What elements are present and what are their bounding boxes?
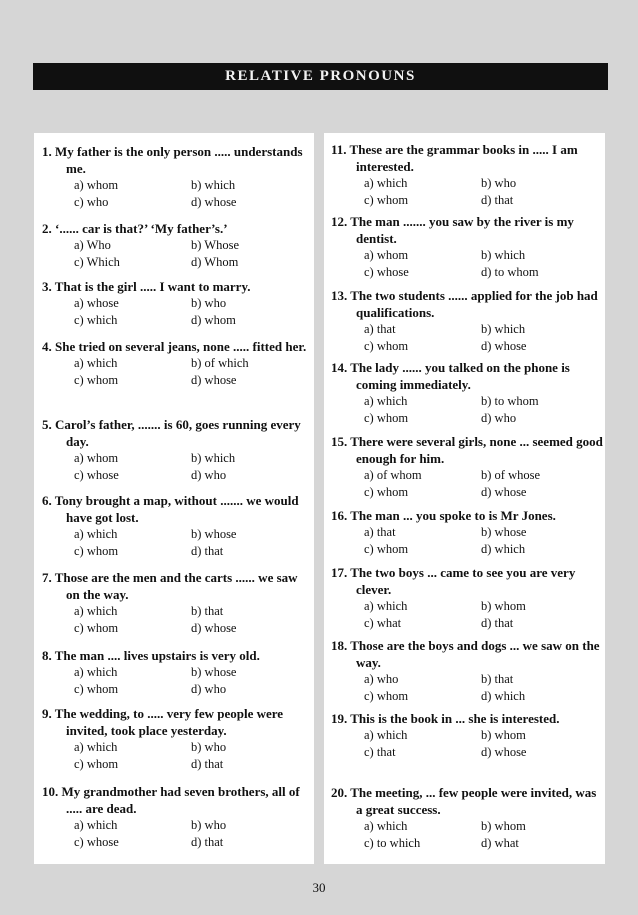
question-stem: 13. The two students ...... applied for the job had qualifications.: [331, 288, 598, 320]
answer-option: c) whom: [74, 373, 119, 387]
question-stem: 11. These are the grammar books in ..... I am interested.: [331, 142, 578, 174]
question-item: [34, 143, 314, 211]
question-item: [34, 783, 314, 851]
answer-option: c) who: [74, 195, 109, 209]
answer-option: b) of whose: [481, 468, 541, 482]
answer-options: [34, 237, 314, 271]
answer-option: b) which: [191, 178, 236, 192]
answer-option: d) that: [191, 757, 224, 771]
answer-option: c) Which: [74, 255, 120, 269]
answer-option: a) which: [74, 740, 118, 754]
answer-option: a) that: [364, 322, 396, 336]
answer-option: d) which: [481, 689, 526, 703]
answer-options: [324, 393, 605, 427]
answer-option: b) who: [191, 740, 227, 754]
answer-option: d) whom: [191, 313, 236, 327]
answer-options: [34, 664, 314, 698]
answer-option: b) who: [191, 818, 227, 832]
answer-options: [324, 467, 605, 501]
question-item: [34, 705, 314, 773]
answer-option: a) whom: [74, 451, 119, 465]
answer-option: d) whose: [191, 621, 237, 635]
question-stem: 4. She tried on several jeans, none ..... fitted her.: [42, 339, 307, 354]
question-item: [324, 213, 605, 281]
answer-options: [324, 321, 605, 355]
answer-option: b) whose: [191, 527, 237, 541]
answer-option: b) who: [481, 176, 517, 190]
answer-option: d) that: [191, 835, 224, 849]
answer-option: b) whose: [481, 525, 527, 539]
answer-option: d) whose: [481, 745, 527, 759]
question-stem: 10. My grandmother had seven brothers, all of ..... are dead.: [42, 784, 300, 816]
answer-option: c) what: [364, 616, 402, 630]
question-item: [324, 710, 605, 761]
answer-option: d) whose: [191, 373, 237, 387]
question-stem: 17. The two boys ... came to see you are very clever.: [331, 565, 576, 597]
answer-options: [324, 727, 605, 761]
answer-option: b) which: [191, 451, 236, 465]
answer-options: [34, 603, 314, 637]
answer-option: c) whom: [364, 689, 409, 703]
question-item: [324, 637, 605, 705]
answer-options: [34, 355, 314, 389]
answer-option: c) whom: [74, 621, 119, 635]
answer-option: a) which: [74, 604, 118, 618]
answer-option: a) of whom: [364, 468, 422, 482]
answer-option: d) whose: [481, 485, 527, 499]
answer-option: d) who: [481, 411, 517, 425]
question-stem: 2. ‘...... car is that?’ ‘My father’s.’: [42, 221, 228, 236]
answer-option: d) what: [481, 836, 519, 850]
answer-option: b) Whose: [191, 238, 240, 252]
question-item: [324, 564, 605, 632]
answer-option: c) whom: [74, 682, 119, 696]
answer-option: c) which: [74, 313, 118, 327]
answer-option: a) which: [364, 599, 408, 613]
answer-option: c) whom: [364, 542, 409, 556]
answer-option: a) that: [364, 525, 396, 539]
answer-options: [324, 818, 605, 852]
answer-option: c) whom: [364, 193, 409, 207]
answer-option: d) Whom: [191, 255, 239, 269]
answer-option: d) who: [191, 468, 227, 482]
answer-options: [324, 671, 605, 705]
answer-option: d) that: [481, 616, 514, 630]
answer-option: d) that: [191, 544, 224, 558]
answer-option: b) of which: [191, 356, 249, 370]
answer-option: b) to whom: [481, 394, 539, 408]
question-item: [34, 569, 314, 637]
question-stem: 12. The man ....... you saw by the river is my dentist.: [331, 214, 574, 246]
answer-options: [324, 524, 605, 558]
answer-option: c) whom: [74, 757, 119, 771]
answer-option: b) which: [481, 322, 526, 336]
question-stem: 18. Those are the boys and dogs ... we saw on the way.: [331, 638, 600, 670]
answer-option: b) that: [481, 672, 514, 686]
question-stem: 6. Tony brought a map, without ....... we would have got lost.: [42, 493, 299, 525]
question-item: [34, 278, 314, 329]
answer-option: b) who: [191, 296, 227, 310]
question-stem: 7. Those are the men and the carts ...... we saw on the way.: [42, 570, 298, 602]
answer-options: [324, 247, 605, 281]
question-item: [324, 141, 605, 209]
question-stem: 3. That is the girl ..... I want to marry.: [42, 279, 251, 294]
question-stem: 1. My father is the only person ..... understands me.: [42, 144, 303, 176]
answer-option: a) whose: [74, 296, 119, 310]
answer-option: a) which: [74, 665, 118, 679]
answer-option: a) who: [364, 672, 399, 686]
answer-option: d) whose: [191, 195, 237, 209]
answer-options: [34, 177, 314, 211]
question-item: [324, 433, 605, 501]
question-stem: 19. This is the book in ... she is interested.: [331, 711, 560, 726]
page-number: 30: [312, 880, 326, 895]
answer-option: c) that: [364, 745, 396, 759]
question-item: [324, 287, 605, 355]
answer-option: b) which: [481, 248, 526, 262]
answer-options: [34, 295, 314, 329]
question-stem: 20. The meeting, ... few people were invited, was a great success.: [331, 785, 597, 817]
answer-option: a) which: [364, 728, 408, 742]
answer-options: [34, 817, 314, 851]
answer-option: c) whose: [74, 468, 119, 482]
answer-option: c) whom: [364, 485, 409, 499]
answer-option: a) which: [364, 176, 408, 190]
answer-option: b) that: [191, 604, 224, 618]
question-item: [324, 507, 605, 558]
question-item: [34, 416, 314, 484]
answer-option: b) whom: [481, 728, 526, 742]
answer-option: d) which: [481, 542, 526, 556]
answer-options: [34, 450, 314, 484]
answer-option: d) to whom: [481, 265, 539, 279]
answer-option: b) whom: [481, 819, 526, 833]
page-title: RELATIVE PRONOUNS: [33, 63, 608, 90]
question-item: [324, 784, 605, 852]
answer-option: c) whom: [364, 411, 409, 425]
question-item: [34, 492, 314, 560]
answer-option: a) whom: [74, 178, 119, 192]
answer-option: b) whom: [481, 599, 526, 613]
answer-option: d) who: [191, 682, 227, 696]
answer-options: [324, 175, 605, 209]
answer-option: a) whom: [364, 248, 409, 262]
question-stem: 8. The man .... lives upstairs is very old.: [42, 648, 260, 663]
answer-option: c) whose: [74, 835, 119, 849]
answer-option: c) whose: [364, 265, 409, 279]
question-stem: 16. The man ... you spoke to is Mr Jones.: [331, 508, 556, 523]
answer-option: d) that: [481, 193, 514, 207]
answer-option: a) which: [364, 819, 408, 833]
answer-options: [34, 739, 314, 773]
answer-option: a) Who: [74, 238, 111, 252]
answer-option: b) whose: [191, 665, 237, 679]
question-stem: 5. Carol’s father, ....... is 60, goes running every day.: [42, 417, 301, 449]
answer-option: c) whom: [364, 339, 409, 353]
left-question-column: [34, 133, 314, 864]
answer-option: a) which: [74, 818, 118, 832]
right-question-column: [324, 133, 605, 864]
question-stem: 9. The wedding, to ..... very few people were invited, took place yesterday.: [42, 706, 284, 738]
question-item: [34, 220, 314, 271]
answer-option: a) which: [364, 394, 408, 408]
answer-option: a) which: [74, 527, 118, 541]
question-item: [34, 647, 314, 698]
answer-option: c) whom: [74, 544, 119, 558]
answer-option: c) to which: [364, 836, 421, 850]
question-item: [324, 359, 605, 427]
answer-options: [34, 526, 314, 560]
answer-option: a) which: [74, 356, 118, 370]
question-stem: 14. The lady ...... you talked on the phone is coming immediately.: [331, 360, 570, 392]
answer-options: [324, 598, 605, 632]
question-item: [34, 338, 314, 389]
question-stem: 15. There were several girls, none ... seemed good enough for him.: [331, 434, 603, 466]
answer-option: d) whose: [481, 339, 527, 353]
